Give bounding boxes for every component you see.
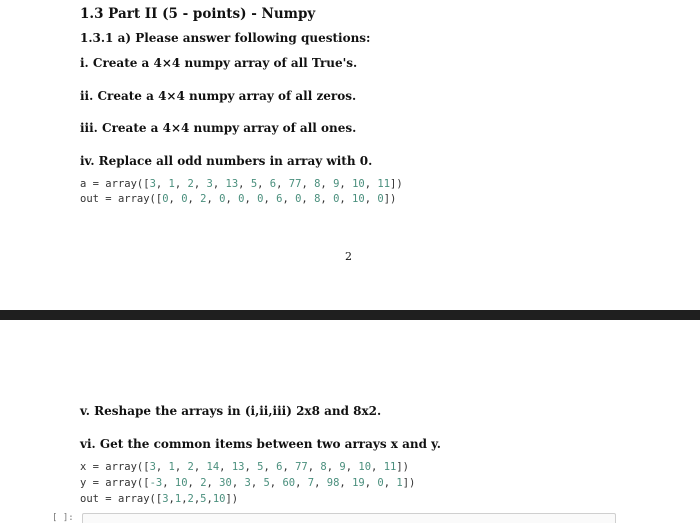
code-var-out-2: out — [80, 493, 99, 505]
array-number: 10 — [212, 493, 226, 505]
array-number: 11 — [383, 461, 397, 473]
array-number: 7 — [307, 477, 315, 489]
code-cell-input[interactable] — [82, 513, 616, 523]
array-number: 0 — [257, 193, 264, 205]
array-number: 2 — [187, 178, 194, 190]
array-number: 0 — [238, 193, 245, 205]
array-number: 1 — [168, 178, 175, 190]
array-number: -3 — [149, 477, 163, 489]
array-number: 5 — [200, 493, 207, 505]
array-number: 60 — [282, 477, 296, 489]
array-number: 0 — [377, 477, 384, 489]
array-number: 3 — [244, 477, 251, 489]
array-number: 2 — [187, 461, 194, 473]
array-out-values: 0, 0, 2, 0, 0, 0, 6, 0, 8, 0, 10, 0 — [162, 193, 384, 205]
array-number: 0 — [295, 193, 302, 205]
code-var-out: out — [80, 193, 99, 205]
code-line-out-1: out = array([0, 0, 2, 0, 0, 0, 6, 0, 8, 0, 10, 0]) — [80, 193, 397, 205]
array-number: 2 — [200, 193, 207, 205]
array-number: 3 — [162, 493, 169, 505]
question-iii: iii. Create a 4×4 numpy array of all ones. — [80, 121, 357, 135]
array-number: 8 — [314, 178, 321, 190]
array-number: 19 — [352, 477, 365, 489]
array-number: 3 — [149, 461, 156, 473]
array-number: 10 — [174, 477, 188, 489]
code-line-y: y = array([-3, 10, 2, 30, 3, 5, 60, 7, 98, 19, 0, 1]) — [80, 477, 416, 489]
array-number: 8 — [320, 461, 327, 473]
section-title: 1.3 Part II (5 - points) - Numpy — [80, 6, 316, 22]
array-number: 1 — [168, 461, 175, 473]
array-number: 1 — [174, 493, 182, 505]
document-page-2 — [0, 320, 700, 523]
array-number: 5 — [257, 461, 264, 473]
question-i: i. Create a 4×4 numpy array of all True's. — [80, 56, 358, 70]
array-number: 5 — [263, 477, 270, 489]
array-number: 13 — [225, 178, 239, 190]
code-line-out-2: out = array([3,1,2,5,10]) — [80, 493, 239, 505]
code-line-a: a = array([3, 1, 2, 3, 13, 5, 6, 77, 8, 9, 10, 11]) — [80, 178, 403, 190]
page-number: 2 — [345, 250, 352, 263]
array-number: 9 — [333, 178, 340, 190]
array-x-values: 3, 1, 2, 14, 13, 5, 6, 77, 8, 9, 10, 11 — [149, 461, 397, 473]
array-out2-values: 3,1,2,5,10 — [162, 493, 226, 505]
question-vi: vi. Get the common items between two arrays x and y. — [80, 437, 441, 451]
array-number: 0 — [377, 193, 384, 205]
array-y-values: -3, 10, 2, 30, 3, 5, 60, 7, 98, 19, 0, 1 — [149, 477, 403, 489]
array-number: 3 — [149, 178, 156, 190]
array-number: 98 — [326, 477, 340, 489]
page-separator — [0, 310, 700, 320]
array-number: 8 — [314, 193, 321, 205]
array-number: 0 — [219, 193, 226, 205]
array-number: 6 — [276, 193, 283, 205]
cell-prompt: [ ]: — [52, 513, 74, 523]
question-ii: ii. Create a 4×4 numpy array of all zeros. — [80, 89, 357, 103]
array-number: 77 — [288, 178, 302, 190]
subsection-title: 1.3.1 a) Please answer following questions: — [80, 31, 371, 45]
array-number: 3 — [206, 178, 213, 190]
array-number: 9 — [339, 461, 346, 473]
code-var-a: a — [80, 178, 87, 190]
question-v: v. Reshape the arrays in (i,ii,iii) 2x8 and 8x2. — [80, 404, 382, 418]
array-number: 0 — [162, 193, 169, 205]
array-number: 10 — [352, 178, 365, 190]
array-number: 1 — [396, 477, 403, 489]
array-number: 0 — [181, 193, 188, 205]
array-number: 30 — [219, 477, 232, 489]
array-number: 5 — [250, 178, 258, 190]
array-number: 11 — [377, 178, 391, 190]
array-number: 13 — [231, 461, 245, 473]
code-line-x: x = array([3, 1, 2, 14, 13, 5, 6, 77, 8, 9, 10, 11]) — [80, 461, 410, 473]
code-var-y: y — [80, 477, 87, 489]
array-number: 6 — [276, 461, 283, 473]
array-number: 6 — [269, 178, 277, 190]
array-a-values: 3, 1, 2, 3, 13, 5, 6, 77, 8, 9, 10, 11 — [149, 178, 391, 190]
array-number: 10 — [358, 461, 372, 473]
array-number: 2 — [187, 493, 194, 505]
array-number: 77 — [295, 461, 308, 473]
code-var-x: x — [80, 461, 87, 473]
array-number: 2 — [200, 477, 207, 489]
array-number: 14 — [206, 461, 220, 473]
question-iv: iv. Replace all odd numbers in array with 0. — [80, 154, 373, 168]
array-number: 0 — [333, 193, 340, 205]
array-number: 10 — [352, 193, 365, 205]
